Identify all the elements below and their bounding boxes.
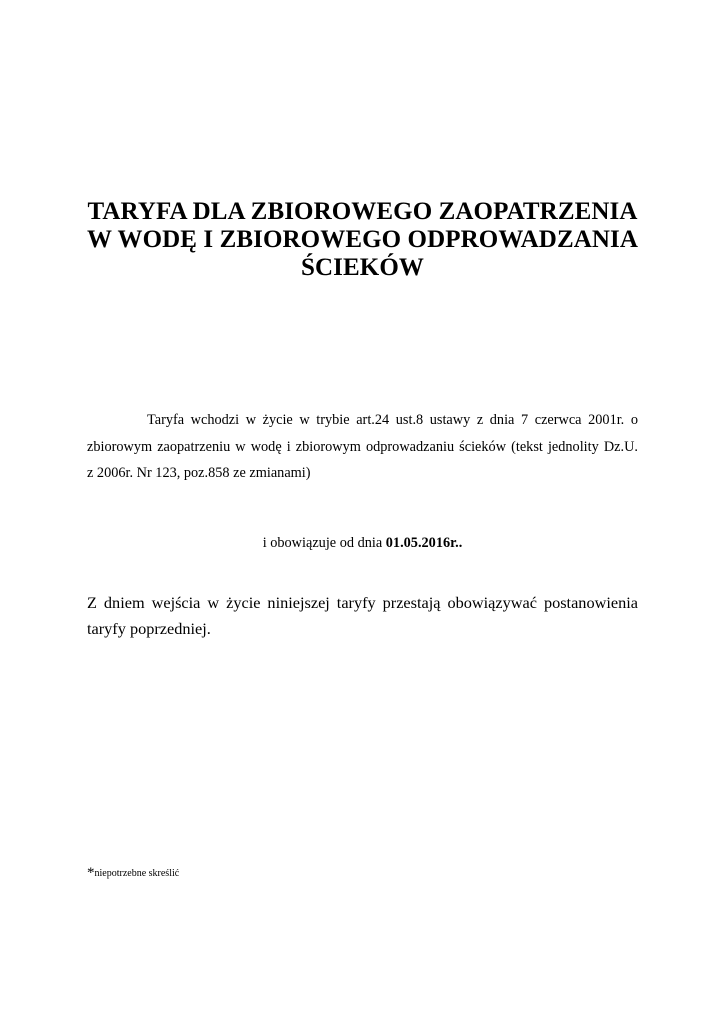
legal-basis-paragraph	[87, 407, 638, 487]
footnote	[87, 865, 179, 882]
effective-date-value: 01.05.2016r..	[385, 535, 463, 551]
effective-date-line	[0, 533, 725, 553]
effective-date-prefix: i obowiązuje od dnia	[262, 535, 386, 551]
notice-line-1: Z dniem wejścia w życie niniejszej taryfy przestają obowiązywać postanowienia	[87, 593, 638, 612]
title-line-1: TARYFA DLA ZBIOROWEGO ZAOPATRZENIA	[87, 198, 638, 225]
document-title	[60, 198, 665, 282]
title-line-2: W WODĘ I ZBIOROWEGO ODPROWADZANIA	[86, 226, 639, 253]
title-line-3: ŚCIEKÓW	[301, 254, 424, 281]
legal-basis-line-2: zbiorowym zaopatrzeniu w wodę i zbiorowym odprowadzaniu ścieków (tekst jednolity Dz.U.	[87, 438, 638, 455]
previous-tariff-notice	[87, 590, 638, 642]
footnote-text: niepotrzebne skreślić	[94, 868, 180, 879]
notice-line-2: taryfy poprzedniej.	[87, 619, 211, 638]
legal-basis-line-3: z 2006r. Nr 123, poz.858 ze zmianami)	[87, 465, 311, 481]
legal-basis-line-1: Taryfa wchodzi w życie w trybie art.24 ust.8 ustawy z dnia 7 czerwca 2001r. o	[147, 412, 638, 428]
footnote-marker: *	[87, 865, 95, 881]
